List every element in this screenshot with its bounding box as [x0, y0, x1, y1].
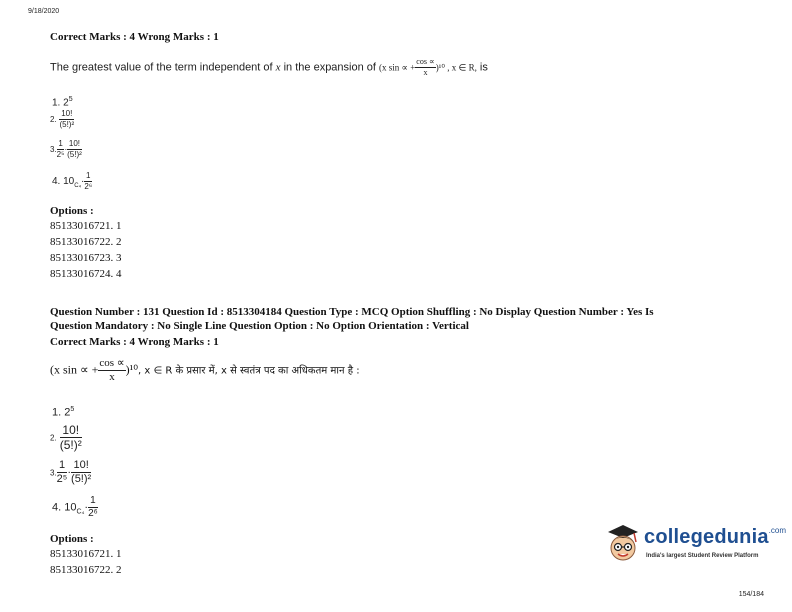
option-dot: · — [67, 466, 72, 479]
option-fraction — [59, 110, 74, 129]
q131-expr-open: (x sin ∝ + — [50, 362, 99, 377]
q130-expr-fraction — [415, 58, 435, 77]
frac-top: 1 — [58, 139, 63, 148]
option-number: 1. — [52, 97, 61, 109]
q130-option-4 — [52, 172, 92, 191]
q130-text-lead: The greatest value of the term independent of — [50, 61, 273, 74]
frac-top: 10! — [61, 109, 73, 118]
frac-top: 10! — [60, 424, 82, 438]
q130-options-label: Options : — [50, 205, 94, 217]
option-exponent: 5 — [68, 96, 73, 103]
option-base: 10 — [63, 176, 75, 188]
q130-frac-den: x — [423, 68, 428, 77]
option-fraction-a — [57, 460, 68, 485]
q130-option-2 — [50, 110, 74, 129]
frac-top: 10! — [71, 460, 91, 473]
q130-text-tail: is — [479, 61, 488, 74]
frac-bottom: (5!)² — [67, 150, 82, 159]
option-dot: · — [81, 176, 85, 188]
q131-expr-fraction — [98, 358, 125, 383]
option-exponent: 5 — [70, 406, 75, 413]
frac-bottom: 2⁶ — [84, 182, 93, 191]
frac-bottom: 2⁶ — [88, 508, 98, 519]
q131-option-3 — [50, 460, 91, 485]
option-fraction — [60, 424, 82, 451]
q131-frac-num: cos ∝ — [99, 357, 125, 369]
q131-text-hindi: , x ∈ R के प्रसार में, x से स्वतंत्र पद का अधिकतम मान है : — [138, 365, 360, 377]
option-fraction-b — [67, 140, 82, 159]
frac-top: 1 — [57, 460, 68, 473]
option-number: 3. — [50, 145, 57, 155]
q131-option-1 — [52, 406, 74, 419]
option-number: 3. — [50, 468, 57, 478]
q131-meta-line-2: Question Mandatory : No Single Line Question Option : No Option Orientation : Vertical — [50, 320, 469, 332]
option-fraction-b — [71, 460, 91, 485]
q131-frac-den: x — [109, 371, 115, 383]
q131-marks: Correct Marks : 4 Wrong Marks : 1 — [50, 336, 219, 348]
q131-option-4 — [52, 496, 98, 519]
option-number: 2. — [50, 433, 57, 443]
frac-top: 1 — [86, 171, 91, 180]
option-subscript: C₄ — [76, 508, 85, 516]
print-date: 9/18/2020 — [28, 8, 60, 15]
option-fraction — [84, 172, 92, 191]
frac-bottom: 2⁵ — [56, 150, 65, 159]
q130-text-var: x — [275, 61, 281, 74]
option-base: 10 — [64, 501, 77, 514]
option-dot: · — [64, 145, 68, 155]
q131-expr-close: )¹⁰ — [125, 362, 139, 377]
q130-question-text — [50, 58, 488, 77]
q131-options-label: Options : — [50, 533, 94, 545]
logo-tagline: India's largest Student Review Platform — [646, 553, 759, 559]
frac-bottom: (5!)² — [59, 438, 82, 452]
q130-option-id-1: 85133016721. 1 — [50, 220, 122, 232]
option-subscript: C₄ — [74, 183, 82, 190]
page-number: 154/184 — [738, 591, 764, 598]
logo-name: collegedunia — [644, 526, 769, 548]
option-base: 2 — [63, 97, 69, 109]
q130-option-id-3: 85133016723. 3 — [50, 252, 122, 264]
frac-top: 10! — [68, 139, 80, 148]
frac-bottom: 2⁵ — [56, 473, 68, 485]
q130-option-3 — [50, 140, 82, 159]
q131-question-text — [50, 358, 360, 383]
q130-expr-close: )¹⁰ , x ∈ R, — [435, 62, 477, 73]
q130-frac-num: cos ∝ — [416, 57, 435, 66]
q131-option-2 — [50, 424, 82, 451]
option-number: 1. — [52, 406, 62, 419]
option-number: 4. — [52, 176, 61, 188]
q131-option-id-2: 85133016722. 2 — [50, 564, 122, 576]
option-dot: · — [84, 501, 89, 514]
option-number: 4. — [52, 501, 62, 514]
frac-top: 1 — [88, 496, 98, 508]
graduate-mascot-icon — [604, 522, 642, 564]
q130-expr-open: (x sin ∝ + — [379, 62, 416, 73]
option-number: 2. — [50, 115, 57, 125]
q131-meta-line-1: Question Number : 131 Question Id : 8513304184 Question Type : MCQ Option Shuffling : No Display Question Number : Yes Is — [50, 306, 654, 318]
q130-marks: Correct Marks : 4 Wrong Marks : 1 — [50, 31, 219, 43]
q131-option-id-1: 85133016721. 1 — [50, 548, 122, 560]
q130-option-1 — [52, 96, 73, 108]
q130-text-mid: in the expansion of — [283, 61, 376, 74]
logo-suffix: .com — [768, 526, 786, 535]
option-base: 2 — [64, 406, 71, 419]
frac-bottom: (5!)² — [59, 120, 75, 129]
frac-bottom: (5!)² — [71, 473, 92, 485]
option-fraction — [88, 496, 98, 519]
q130-option-id-4: 85133016724. 4 — [50, 268, 122, 280]
q130-option-id-2: 85133016722. 2 — [50, 236, 122, 248]
